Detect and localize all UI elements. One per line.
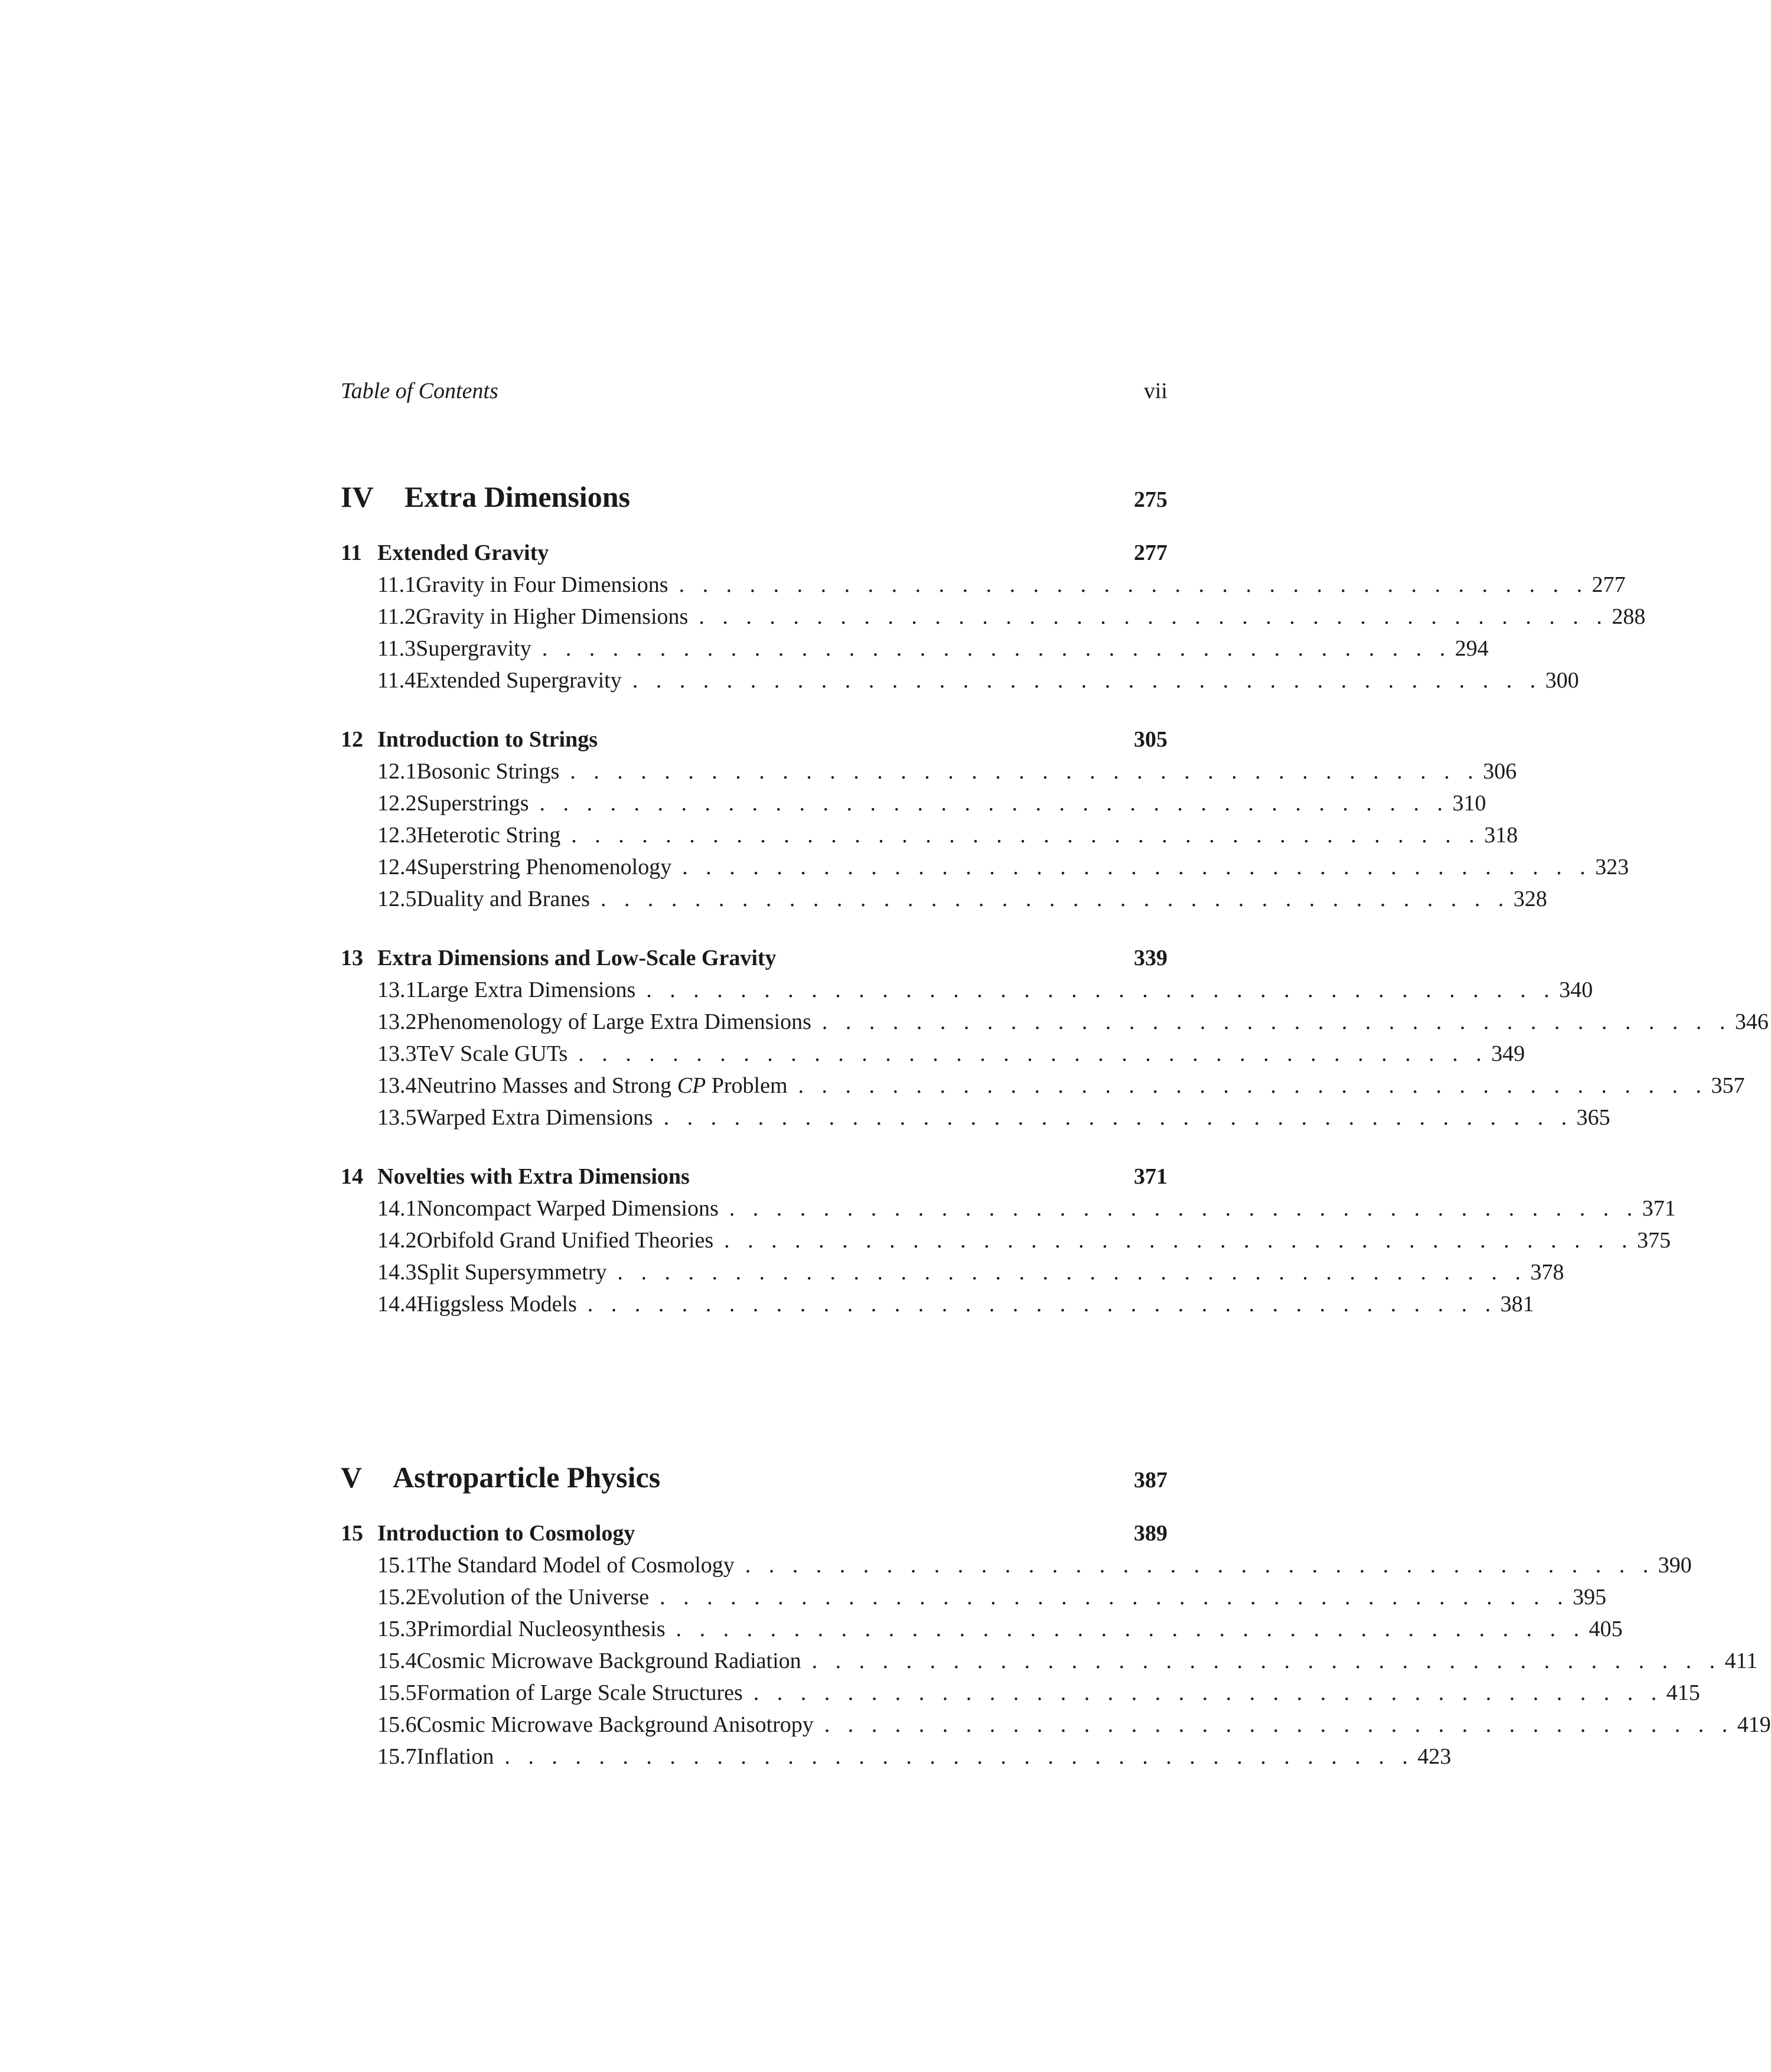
part-number: V: [341, 1461, 363, 1494]
section-title: The Standard Model of Cosmology: [416, 1553, 735, 1578]
section-title-part: Problem: [706, 1073, 788, 1098]
part-title: Astroparticle Physics: [393, 1461, 661, 1494]
section-number: 15.2: [377, 1585, 417, 1610]
dot-leader: . . . . . . . . . . . . . . . . . . . . . . . . . . . . . . . . . . . . . . .: [699, 604, 1609, 629]
section-page: 390: [1658, 1553, 1692, 1578]
section-title: Superstring Phenomenology: [416, 855, 672, 879]
chapter-title: Introduction to Cosmology: [377, 1521, 635, 1546]
toc-entry[interactable]: [341, 1105, 1610, 1136]
section-number: 15.4: [377, 1649, 417, 1673]
chapter-number: 14: [341, 1164, 363, 1189]
section-title: Large Extra Dimensions: [416, 978, 636, 1002]
section-page: 411: [1724, 1649, 1758, 1673]
section-title-italic: CP: [677, 1073, 706, 1098]
dot-leader: . . . . . . . . . . . . . . . . . . . . . . . . . . . . . . . . . . . . . . .: [724, 1228, 1634, 1253]
section-title-part: Neutrino Masses and Strong: [416, 1073, 677, 1098]
section-title: TeV Scale GUTs: [416, 1041, 568, 1066]
toc-entry[interactable]: [341, 854, 1629, 886]
section-title: Evolution of the Universe: [416, 1585, 650, 1610]
dot-leader: . . . . . . . . . . . . . . . . . . . . . . . . . . . . . . . . . . . . . . .: [663, 1105, 1573, 1130]
section-number: 12.3: [377, 823, 417, 848]
dot-leader: . . . . . . . . . . . . . . . . . . . . . . . . . . . . . . . . . . . . . . .: [811, 1649, 1721, 1673]
section-number: 13.2: [377, 1009, 417, 1034]
dot-leader: . . . . . . . . . . . . . . . . . . . . . . . . . . . . . . . . . . . . . . .: [587, 1292, 1497, 1317]
section-page: 318: [1484, 823, 1518, 848]
chapter-number: 11: [341, 540, 362, 565]
part-page: 275: [1134, 487, 1167, 512]
dot-leader: . . . . . . . . . . . . . . . . . . . . . . . . . . . . . . . . . . . . . . .: [542, 636, 1452, 661]
section-number: 11.4: [377, 668, 416, 693]
section-title: Supergravity: [416, 636, 531, 661]
section-number: 12.4: [377, 855, 417, 879]
toc-entry[interactable]: [341, 1041, 1525, 1073]
chapter-page: 389: [1134, 1521, 1167, 1546]
chapter-number: 13: [341, 946, 363, 970]
chapter-number: 15: [341, 1521, 363, 1546]
toc-entry[interactable]: [341, 1259, 1564, 1291]
chapter-heading[interactable]: [341, 945, 1167, 977]
section-number: 12.1: [377, 759, 417, 784]
section-title: Orbifold Grand Unified Theories: [416, 1228, 714, 1253]
dot-leader: . . . . . . . . . . . . . . . . . . . . . . . . . . . . . . . . . . . . . . .: [570, 759, 1480, 784]
section-page: 277: [1591, 572, 1626, 597]
section-title: Heterotic String: [416, 823, 561, 848]
part-heading[interactable]: [341, 1460, 1167, 1494]
chapter-heading[interactable]: [341, 1164, 1167, 1195]
running-head-title: Table of Contents: [341, 379, 498, 403]
section-page: 423: [1417, 1744, 1452, 1769]
dot-leader: . . . . . . . . . . . . . . . . . . . . . . . . . . . . . . . . . . . . . . .: [753, 1680, 1663, 1705]
section-page: 381: [1500, 1292, 1534, 1317]
dot-leader: . . . . . . . . . . . . . . . . . . . . . . . . . . . . . . . . . . . . . . .: [600, 887, 1510, 911]
section-number: 15.1: [377, 1553, 417, 1578]
section-page: 378: [1530, 1260, 1564, 1285]
section-title: Split Supersymmetry: [416, 1260, 607, 1285]
dot-leader: . . . . . . . . . . . . . . . . . . . . . . . . . . . . . . . . . . . . . . .: [660, 1585, 1570, 1610]
toc-entry[interactable]: [341, 822, 1518, 854]
section-page: 288: [1612, 604, 1646, 629]
chapter-title: Introduction to Strings: [377, 727, 598, 752]
chapter-title: Extra Dimensions and Low-Scale Gravity: [377, 946, 777, 970]
section-page: 323: [1595, 855, 1629, 879]
chapter-page: 305: [1134, 727, 1167, 752]
toc-entry[interactable]: [341, 790, 1486, 822]
section-number: 13.4: [377, 1073, 417, 1098]
section-number: 14.3: [377, 1260, 417, 1285]
dot-leader: . . . . . . . . . . . . . . . . . . . . . . . . . . . . . . . . . . . . . . .: [729, 1196, 1639, 1221]
section-title: Warped Extra Dimensions: [416, 1105, 653, 1130]
toc-entry[interactable]: [341, 1227, 1671, 1259]
running-head: [341, 378, 1167, 413]
toc-entry[interactable]: [341, 1712, 1771, 1744]
chapter-number: 12: [341, 727, 363, 752]
toc-entry[interactable]: [341, 604, 1646, 636]
dot-leader: . . . . . . . . . . . . . . . . . . . . . . . . . . . . . . . . . . . . . . .: [821, 1009, 1731, 1034]
section-title: Inflation: [416, 1744, 494, 1769]
section-page: 349: [1491, 1041, 1525, 1066]
dot-leader: . . . . . . . . . . . . . . . . . . . . . . . . . . . . . . . . . . . . . . .: [682, 855, 1592, 879]
part-title: Extra Dimensions: [405, 480, 630, 513]
section-title: Formation of Large Scale Structures: [416, 1680, 743, 1705]
dot-leader: . . . . . . . . . . . . . . . . . . . . . . . . . . . . . . . . . . . . . . .: [504, 1744, 1414, 1769]
toc-entry[interactable]: [341, 1616, 1623, 1648]
dot-leader: . . . . . . . . . . . . . . . . . . . . . . . . . . . . . . . . . . . . . . .: [745, 1553, 1655, 1578]
section-title: Primordial Nucleosynthesis: [416, 1617, 666, 1641]
toc-entry[interactable]: [341, 667, 1579, 699]
section-page: 371: [1642, 1196, 1676, 1221]
section-page: 395: [1573, 1585, 1607, 1610]
section-number: 14.2: [377, 1228, 417, 1253]
section-page: 340: [1559, 978, 1593, 1002]
section-number: 12.5: [377, 887, 417, 911]
toc-entry[interactable]: [341, 1648, 1758, 1680]
toc-entry[interactable]: [341, 1009, 1769, 1041]
section-number: 11.2: [377, 604, 416, 629]
running-head-page-number: vii: [1143, 379, 1167, 403]
section-number: 13.5: [377, 1105, 417, 1130]
section-page: 310: [1452, 791, 1486, 816]
section-title: [417, 1073, 788, 1099]
section-number: 14.1: [377, 1196, 417, 1221]
part-heading[interactable]: [341, 480, 1167, 514]
section-number: 13.1: [377, 978, 417, 1002]
toc-content: [341, 378, 1771, 1775]
section-title: Phenomenology of Large Extra Dimensions: [416, 1009, 811, 1034]
section-page: 375: [1637, 1228, 1671, 1253]
chapter-title: Novelties with Extra Dimensions: [377, 1164, 690, 1189]
toc-entry[interactable]: [341, 1584, 1607, 1616]
toc-entry[interactable]: [341, 1073, 1745, 1105]
toc-entry[interactable]: [341, 1680, 1700, 1712]
section-number: 15.7: [377, 1744, 417, 1769]
toc-entry[interactable]: [341, 1552, 1692, 1584]
section-number: 15.3: [377, 1617, 417, 1641]
dot-leader: . . . . . . . . . . . . . . . . . . . . . . . . . . . . . . . . . . . . . . .: [824, 1712, 1734, 1737]
dot-leader: . . . . . . . . . . . . . . . . . . . . . . . . . . . . . . . . . . . . . . .: [571, 823, 1481, 848]
section-title: Superstrings: [416, 791, 529, 816]
section-title: Gravity in Four Dimensions: [416, 572, 668, 597]
section-page: 294: [1454, 636, 1489, 661]
part-page: 387: [1134, 1468, 1167, 1493]
toc-entry[interactable]: [341, 636, 1489, 667]
section-number: 15.6: [377, 1712, 417, 1737]
chapter-heading[interactable]: [341, 726, 1167, 758]
section-page: 328: [1513, 887, 1547, 911]
dot-leader: . . . . . . . . . . . . . . . . . . . . . . . . . . . . . . . . . . . . . . .: [679, 572, 1589, 597]
dot-leader: . . . . . . . . . . . . . . . . . . . . . . . . . . . . . . . . . . . . . . .: [798, 1073, 1708, 1098]
section-page: 300: [1545, 668, 1579, 693]
dot-leader: . . . . . . . . . . . . . . . . . . . . . . . . . . . . . . . . . . . . . . .: [632, 668, 1542, 693]
toc-entry[interactable]: [341, 977, 1593, 1009]
toc-entry[interactable]: [341, 572, 1626, 604]
dot-leader: . . . . . . . . . . . . . . . . . . . . . . . . . . . . . . . . . . . . . . .: [676, 1617, 1586, 1641]
section-number: 14.4: [377, 1292, 417, 1317]
section-number: 13.3: [377, 1041, 417, 1066]
toc-entry[interactable]: [341, 1291, 1534, 1323]
section-number: 15.5: [377, 1680, 417, 1705]
section-title: Noncompact Warped Dimensions: [416, 1196, 719, 1221]
dot-leader: . . . . . . . . . . . . . . . . . . . . . . . . . . . . . . . . . . . . . . .: [539, 791, 1449, 816]
chapter-page: 339: [1134, 946, 1167, 970]
section-title: Gravity in Higher Dimensions: [416, 604, 689, 629]
section-title: Bosonic Strings: [416, 759, 560, 784]
chapter-page: 371: [1134, 1164, 1167, 1189]
section-title: Duality and Branes: [416, 887, 590, 911]
toc-entry[interactable]: [341, 886, 1547, 918]
dot-leader: . . . . . . . . . . . . . . . . . . . . . . . . . . . . . . . . . . . . . . .: [646, 978, 1556, 1002]
section-number: 11.1: [377, 572, 416, 597]
toc-entry[interactable]: [341, 758, 1517, 790]
section-page: 365: [1576, 1105, 1610, 1130]
section-title: Extended Supergravity: [416, 668, 622, 693]
chapter-heading[interactable]: [341, 1520, 1167, 1552]
chapter-heading[interactable]: [341, 540, 1167, 572]
section-page: 415: [1666, 1680, 1700, 1705]
dot-leader: . . . . . . . . . . . . . . . . . . . . . . . . . . . . . . . . . . . . . . .: [578, 1041, 1488, 1066]
section-title: Higgsless Models: [416, 1292, 577, 1317]
toc-entry[interactable]: [341, 1744, 1452, 1775]
toc-entry[interactable]: [341, 1195, 1676, 1227]
section-page: 306: [1483, 759, 1517, 784]
section-page: 346: [1734, 1009, 1769, 1034]
section-page: 405: [1589, 1617, 1623, 1641]
section-number: 11.3: [377, 636, 416, 661]
section-title: Cosmic Microwave Background Radiation: [416, 1649, 801, 1673]
chapter-title: Extended Gravity: [377, 540, 549, 565]
section-page: 419: [1737, 1712, 1771, 1737]
dot-leader: . . . . . . . . . . . . . . . . . . . . . . . . . . . . . . . . . . . . . . .: [617, 1260, 1527, 1285]
chapter-page: 277: [1134, 540, 1167, 565]
section-number: 12.2: [377, 791, 417, 816]
part-number: IV: [341, 480, 374, 513]
section-page: 357: [1711, 1073, 1745, 1098]
section-title: Cosmic Microwave Background Anisotropy: [416, 1712, 814, 1737]
